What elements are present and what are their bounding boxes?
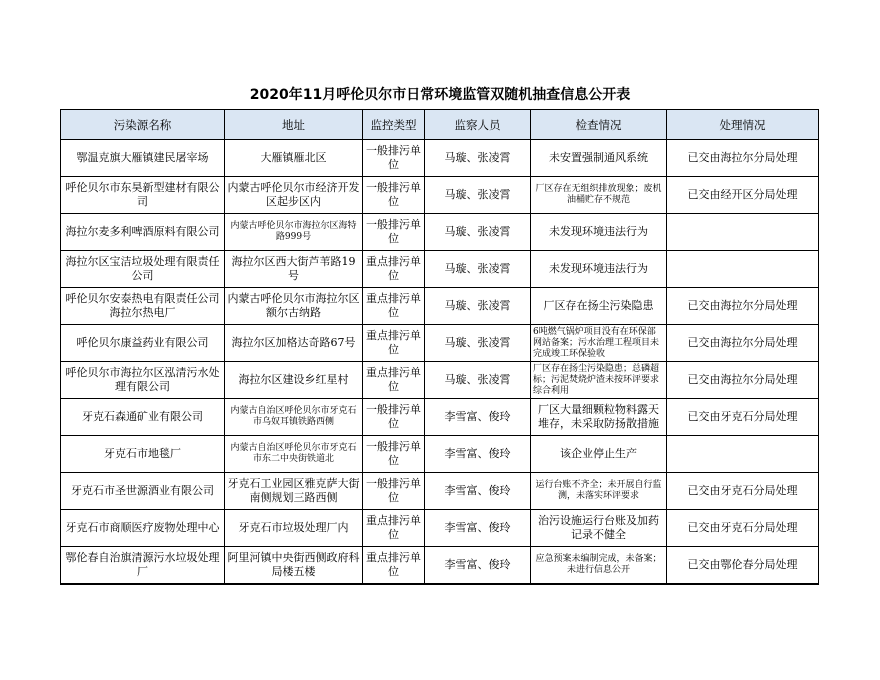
cell-monitor-type: 重点排污单位 xyxy=(363,251,425,288)
cell-monitor-type: 重点排污单位 xyxy=(363,362,425,399)
table-row xyxy=(61,214,819,251)
cell-inspection-result: 治污设施运行台账及加药记录不健全 xyxy=(531,510,667,547)
cell-inspectors: 马璇、张凌霄 xyxy=(425,140,531,177)
cell-inspection-result: 未安置强制通风系统 xyxy=(531,140,667,177)
cell-address: 海拉尔区西大街芦苇路19号 xyxy=(225,251,363,288)
table-row xyxy=(61,251,819,288)
table-row xyxy=(61,473,819,510)
header-monitor-type: 监控类型 xyxy=(363,110,425,140)
cell-source-name: 鄂伦春自治旗清源污水垃圾处理厂 xyxy=(61,547,225,585)
header-source-name: 污染源名称 xyxy=(61,110,225,140)
cell-inspection-result: 厂区存在扬尘污染隐患 xyxy=(531,288,667,325)
table-row xyxy=(61,325,819,362)
table-row xyxy=(61,510,819,547)
cell-inspectors: 马璇、张凌霄 xyxy=(425,214,531,251)
cell-address: 牙克石市垃圾处理厂内 xyxy=(225,510,363,547)
cell-address: 海拉尔区建设乡红星村 xyxy=(225,362,363,399)
header-inspection-result: 检查情况 xyxy=(531,110,667,140)
cell-handling xyxy=(667,251,819,288)
cell-monitor-type: 一般排污单位 xyxy=(363,140,425,177)
cell-inspectors: 李雪富、俊玲 xyxy=(425,399,531,436)
cell-monitor-type: 一般排污单位 xyxy=(363,473,425,510)
cell-inspection-result: 未发现环境违法行为 xyxy=(531,214,667,251)
table-row xyxy=(61,547,819,585)
cell-address: 阿里河镇中央街西侧政府科局楼五楼 xyxy=(225,547,363,585)
cell-inspectors: 李雪富、俊玲 xyxy=(425,436,531,473)
cell-handling xyxy=(667,436,819,473)
cell-inspectors: 李雪富、俊玲 xyxy=(425,547,531,585)
cell-monitor-type: 重点排污单位 xyxy=(363,288,425,325)
cell-monitor-type: 一般排污单位 xyxy=(363,436,425,473)
cell-address: 海拉尔区加格达奇路67号 xyxy=(225,325,363,362)
header-inspectors: 监察人员 xyxy=(425,110,531,140)
table-row xyxy=(61,399,819,436)
cell-inspection-result: 运行台账不齐全；未开展自行监测，未落实环评要求 xyxy=(531,473,667,510)
cell-address: 内蒙古自治区呼伦贝尔市牙克石市乌奴耳镇铁路西侧 xyxy=(225,399,363,436)
cell-address: 内蒙古呼伦贝尔市经济开发区起步区内 xyxy=(225,177,363,214)
cell-inspection-result: 厂区存在无组织排放现象；废机油桶贮存不规范 xyxy=(531,177,667,214)
cell-source-name: 牙克石森通矿业有限公司 xyxy=(61,399,225,436)
header-handling: 处理情况 xyxy=(667,110,819,140)
cell-source-name: 牙克石市商顺医疗废物处理中心 xyxy=(61,510,225,547)
cell-source-name: 海拉尔麦多利啤酒原料有限公司 xyxy=(61,214,225,251)
cell-inspection-result: 厂区存在扬尘污染隐患；总磷超标；污泥焚烧炉渣未按环评要求综合利用 xyxy=(531,362,667,399)
cell-monitor-type: 重点排污单位 xyxy=(363,510,425,547)
cell-source-name: 呼伦贝尔市东昊新型建材有限公司 xyxy=(61,177,225,214)
cell-handling: 已交由牙克石分局处理 xyxy=(667,473,819,510)
cell-handling xyxy=(667,214,819,251)
table-row xyxy=(61,177,819,214)
cell-handling: 已交由海拉尔分局处理 xyxy=(667,362,819,399)
cell-address: 内蒙古自治区呼伦贝尔市牙克石市东二中央街铁道北 xyxy=(225,436,363,473)
cell-inspectors: 马璇、张凌霄 xyxy=(425,177,531,214)
cell-handling: 已交由鄂伦春分局处理 xyxy=(667,547,819,585)
cell-source-name: 呼伦贝尔康益药业有限公司 xyxy=(61,325,225,362)
cell-handling: 已交由海拉尔分局处理 xyxy=(667,288,819,325)
cell-inspectors: 李雪富、俊玲 xyxy=(425,510,531,547)
cell-source-name: 呼伦贝尔安泰热电有限责任公司海拉尔热电厂 xyxy=(61,288,225,325)
inspection-table xyxy=(60,109,819,585)
cell-address: 内蒙古呼伦贝尔市海拉尔区额尔古纳路 xyxy=(225,288,363,325)
cell-source-name: 海拉尔区宝洁垃圾处理有限责任公司 xyxy=(61,251,225,288)
cell-inspection-result: 该企业停止生产 xyxy=(531,436,667,473)
cell-address: 大雁镇雁北区 xyxy=(225,140,363,177)
cell-source-name: 鄂温克旗大雁镇建民屠宰场 xyxy=(61,140,225,177)
cell-address: 牙克石工业园区雅克萨大街南侧规划三路西侧 xyxy=(225,473,363,510)
cell-inspectors: 马璇、张凌霄 xyxy=(425,362,531,399)
cell-monitor-type: 一般排污单位 xyxy=(363,177,425,214)
cell-handling: 已交由经开区分局处理 xyxy=(667,177,819,214)
cell-inspection-result: 未发现环境违法行为 xyxy=(531,251,667,288)
cell-handling: 已交由牙克石分局处理 xyxy=(667,510,819,547)
header-row xyxy=(61,110,819,140)
cell-address: 内蒙古呼伦贝尔市海拉尔区海特路999号 xyxy=(225,214,363,251)
cell-monitor-type: 一般排污单位 xyxy=(363,214,425,251)
table-row xyxy=(61,362,819,399)
cell-source-name: 牙克石市圣世源酒业有限公司 xyxy=(61,473,225,510)
table-row xyxy=(61,436,819,473)
cell-inspection-result: 应急预案未编制完成，未备案；未进行信息公开 xyxy=(531,547,667,585)
cell-monitor-type: 重点排污单位 xyxy=(363,547,425,585)
cell-source-name: 牙克石市地毯厂 xyxy=(61,436,225,473)
page-title: 2020年11月呼伦贝尔市日常环境监管双随机抽查信息公开表 xyxy=(249,87,631,103)
cell-source-name: 呼伦贝尔市海拉尔区泓清污水处理有限公司 xyxy=(61,362,225,399)
header-address: 地址 xyxy=(225,110,363,140)
cell-monitor-type: 一般排污单位 xyxy=(363,399,425,436)
cell-inspectors: 马璇、张凌霄 xyxy=(425,288,531,325)
cell-handling: 已交由牙克石分局处理 xyxy=(667,399,819,436)
table-row xyxy=(61,140,819,177)
cell-handling: 已交由海拉尔分局处理 xyxy=(667,140,819,177)
cell-inspectors: 马璇、张凌霄 xyxy=(425,251,531,288)
cell-monitor-type: 重点排污单位 xyxy=(363,325,425,362)
table-row xyxy=(61,288,819,325)
cell-inspection-result: 6吨燃气锅炉项目没有在环保部网站备案；污水治理工程项目未完成竣工环保验收 xyxy=(531,325,667,362)
cell-inspection-result: 厂区大量细颗粒物料露天堆存，未采取防扬散措施 xyxy=(531,399,667,436)
cell-inspectors: 李雪富、俊玲 xyxy=(425,473,531,510)
cell-inspectors: 马璇、张凌霄 xyxy=(425,325,531,362)
cell-handling: 已交由海拉尔分局处理 xyxy=(667,325,819,362)
